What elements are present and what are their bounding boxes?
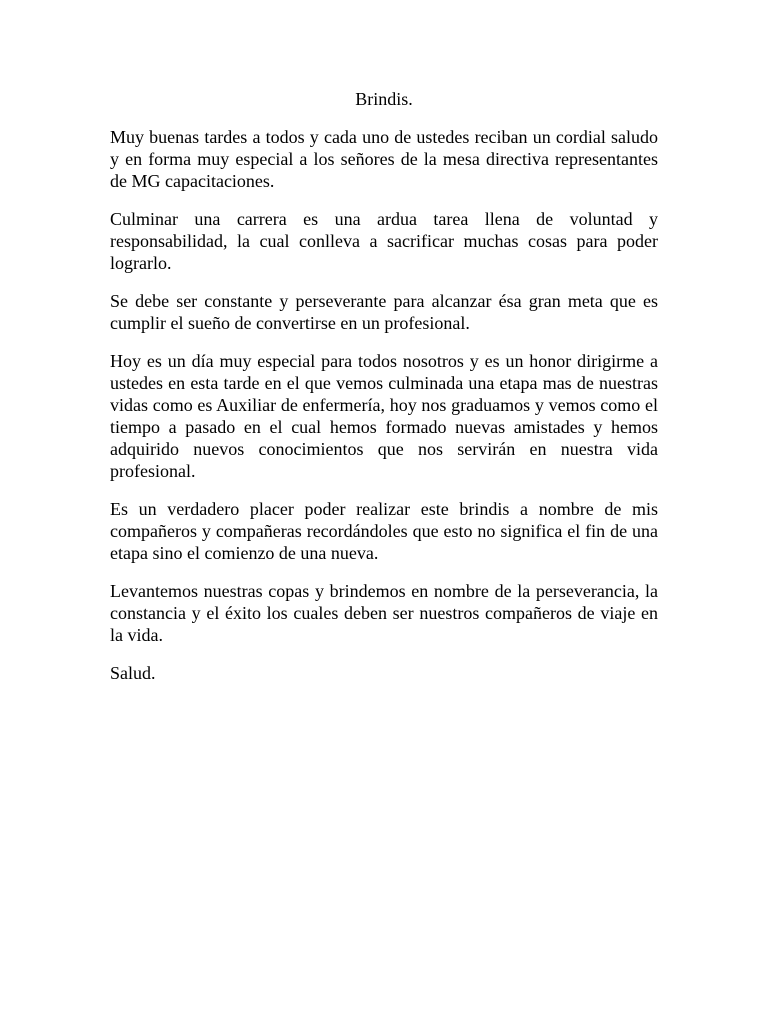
document-body: [110, 88, 658, 700]
paragraph-toast: Es un verdadero placer poder realizar este brindis a nombre de mis compañeros y compañeras recordándoles que esto no significa el fin de una etapa sino el comienzo de una nueva.: [110, 499, 658, 563]
paragraph-greeting: Muy buenas tardes a todos y cada uno de ustedes reciban un cordial saludo y en forma muy especial a los señores de la mesa directiva representantes de MG capacitaciones.: [110, 127, 658, 191]
paragraph-closing: Salud.: [110, 663, 156, 683]
paragraph-special-day: Hoy es un día muy especial para todos nosotros y es un honor dirigirme a ustedes en esta tarde en el que vemos culminada una etapa mas de nuestras vidas como es Auxiliar de enfermería, hoy nos graduamos y vemos como el tiempo a pasado en el cual hemos formado nuevas amistades y hemos adquirido nuevos conocimientos que nos servirán en nuestra vida profesional.: [110, 351, 658, 481]
paragraph-raise-glasses: Levantemos nuestras copas y brindemos en nombre de la perseverancia, la constancia y el éxito los cuales deben ser nuestros compañeros de viaje en la vida.: [110, 581, 658, 645]
paragraph-perseverance: Se debe ser constante y perseverante para alcanzar ésa gran meta que es cumplir el sueño de convertirse en un profesional.: [110, 291, 658, 333]
document-title: Brindis.: [355, 89, 413, 109]
paragraph-career: Culminar una carrera es una ardua tarea llena de voluntad y responsabilidad, la cual conlleva a sacrificar muchas cosas para poder lograrlo.: [110, 209, 658, 273]
